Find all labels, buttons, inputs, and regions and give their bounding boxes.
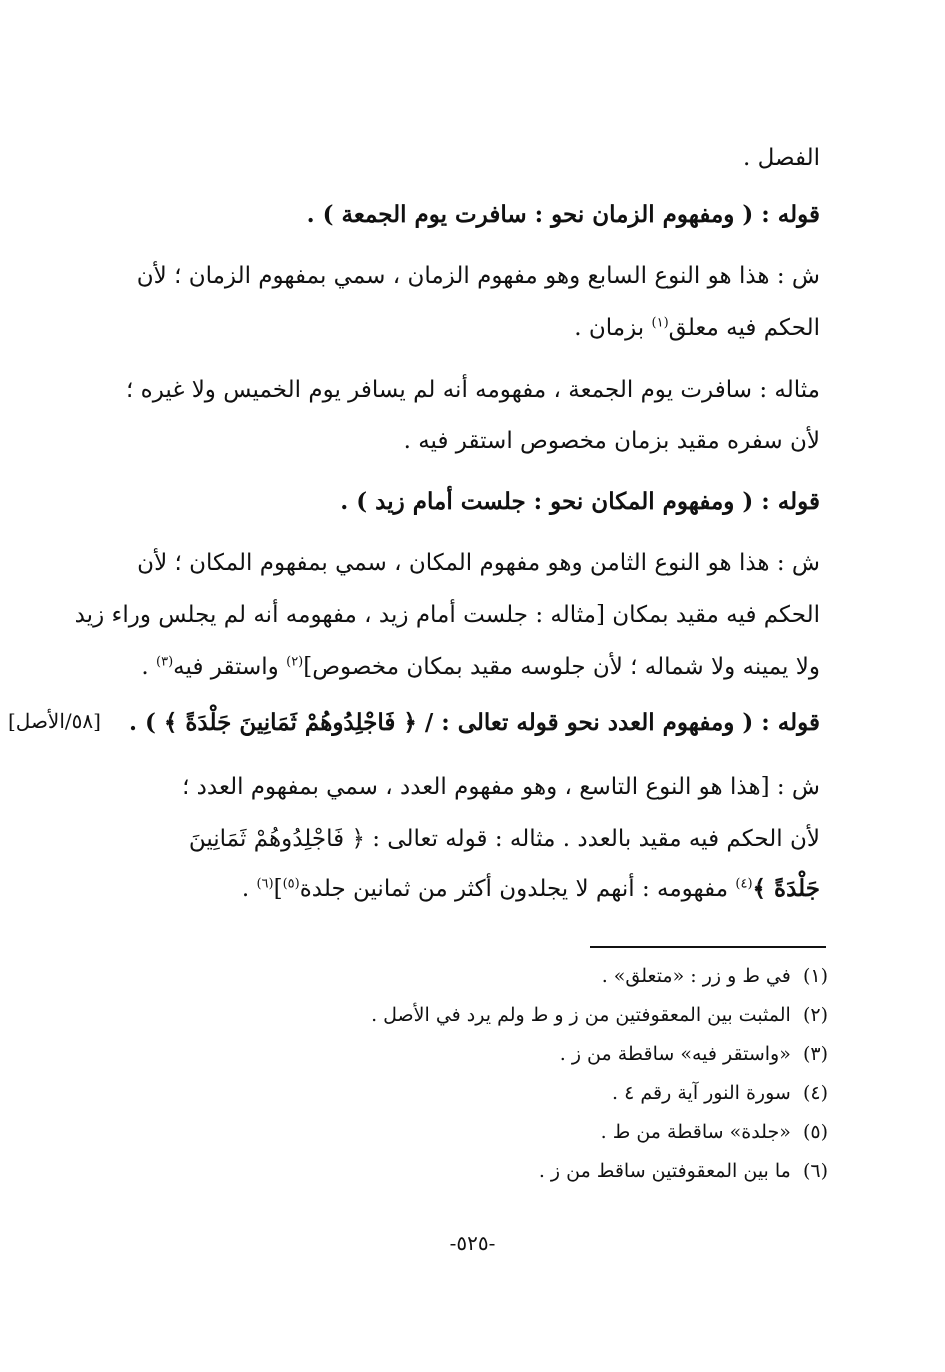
text-line <box>189 822 820 856</box>
footnote-number: (٢) <box>802 1004 828 1026</box>
line-text: مفهومه : أنهم لا يجلدون أكثر من ثمانين جلدة <box>299 876 729 902</box>
footnote-text: المثبت بين المعقوفتين من ز و ط ولم يرد في الأصل . <box>371 1004 791 1026</box>
line-text: لأن الحكم فيه مقيد بالعدد . مثاله : قوله تعالى : ﴿ فَاجْلِدُوهُمْ ثَمَانِينَ <box>188 826 820 852</box>
footnote-4 <box>612 1079 828 1107</box>
text-line <box>137 259 820 293</box>
footnote-6 <box>539 1157 828 1185</box>
line-text: واستقر فيه <box>173 654 279 680</box>
text-line <box>404 424 820 458</box>
quran-verse: جَلْدَةً ﴾ <box>752 875 820 902</box>
line-text: الفصل . <box>742 145 820 171</box>
footnote-ref-2: (٢) <box>286 654 304 670</box>
heading-place-concept <box>340 485 820 519</box>
line-text: . <box>241 876 250 902</box>
line-text: بزمان . <box>574 315 645 341</box>
heading-time-concept <box>307 198 820 232</box>
line-text: ش : [هذا هو النوع التاسع ، وهو مفهوم العدد ، سمي بمفهوم العدد ؛ <box>182 774 820 800</box>
line-text: الحكم فيه مقيد بمكان [مثاله : جلست أمام زيد ، مفهومه أنه لم يجلس وراء زيد <box>74 602 820 628</box>
footnote-1 <box>602 962 828 990</box>
line-text: . <box>141 654 149 680</box>
footnote-number: (٥) <box>802 1121 828 1143</box>
footnote-ref-4: (٤) <box>735 876 753 892</box>
text-line <box>126 373 820 407</box>
margin-note: [٥٨/الأصل] <box>8 709 101 733</box>
footnote-divider <box>590 946 826 948</box>
line-text: ] <box>273 876 283 902</box>
footnote-ref-5: (٥) <box>282 876 300 892</box>
text-line <box>75 598 820 632</box>
line-text: ش : هذا هو النوع السابع وهو مفهوم الزمان ، سمي بمفهوم الزمان ؛ لأن <box>136 263 820 289</box>
text-line <box>242 872 820 906</box>
page-number: -٥٢٥- <box>449 1231 496 1255</box>
footnote-number: (٤) <box>802 1082 828 1104</box>
footnote-number: (١) <box>802 965 828 987</box>
line-text: ولا يمينه ولا شماله ؛ لأن جلوسه مقيد بمكان مخصوص] <box>303 654 820 680</box>
footnote-ref-3: (٣) <box>156 654 174 670</box>
footnote-2 <box>371 1001 828 1029</box>
line-text: لأن سفره مقيد بزمان مخصوص استقر فيه . <box>403 428 820 454</box>
line-text: قوله : ( ومفهوم المكان نحو : جلست أمام زيد ) . <box>340 488 820 515</box>
text-line <box>574 311 820 345</box>
footnote-ref-6: (٦) <box>256 876 274 892</box>
line-text: الحكم فيه معلق <box>668 315 820 341</box>
footnote-text: «جلدة» ساقطة من ط . <box>600 1121 791 1143</box>
footnote-text: ما بين المعقوفتين ساقط من ز . <box>538 1160 791 1182</box>
text-line <box>182 770 820 804</box>
footnote-5 <box>601 1118 828 1146</box>
line-text: مثاله : سافرت يوم الجمعة ، مفهومه أنه لم يسافر يوم الخميس ولا غيره ؛ <box>126 377 820 403</box>
footnote-text: سورة النور آية رقم ٤ . <box>612 1082 791 1104</box>
line-text: ش : هذا هو النوع الثامن وهو مفهوم المكان ، سمي بمفهوم المكان ؛ لأن <box>137 550 820 576</box>
footnote-3 <box>560 1040 828 1068</box>
text-line-fasl <box>743 141 820 175</box>
footnote-number: (٣) <box>802 1043 828 1065</box>
text-line <box>141 650 820 684</box>
footnote-text: «واستقر فيه» ساقطة من ز . <box>559 1043 791 1065</box>
footnote-number: (٦) <box>802 1160 828 1182</box>
heading-number-concept <box>129 706 820 740</box>
line-text: قوله : ( ومفهوم العدد نحو قوله تعالى : / ﴿ فَاجْلِدُوهُمْ ثَمَانِينَ جَلْدَةً ﴾ ) . <box>128 709 820 736</box>
footnote-text: في ط و زر : «متعلق» . <box>601 965 791 987</box>
text-line <box>137 546 820 580</box>
footnote-ref-1: (١) <box>651 315 669 331</box>
line-text: قوله : ( ومفهوم الزمان نحو : سافرت يوم الجمعة ) . <box>306 201 820 228</box>
